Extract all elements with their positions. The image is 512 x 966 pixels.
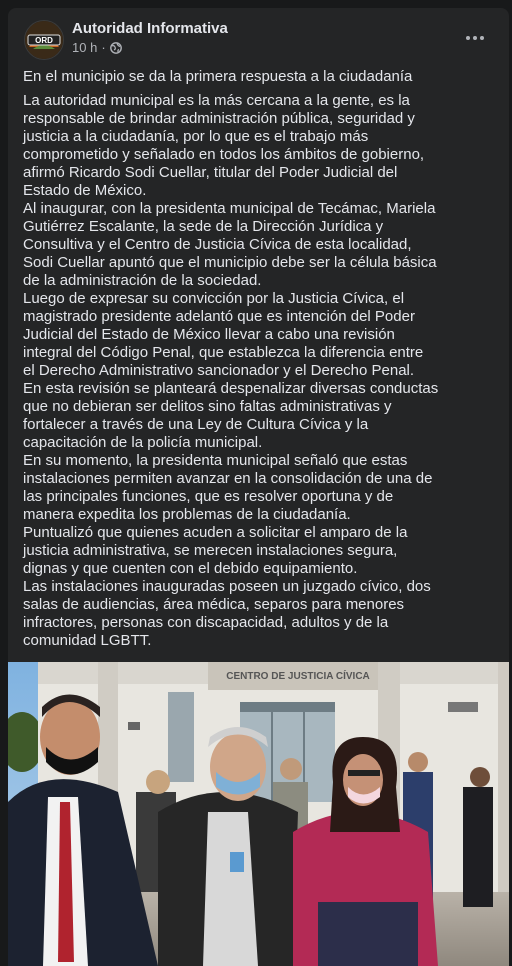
- post-body: [23, 68, 497, 650]
- post-text-line: Las instalaciones inauguradas poseen un juzgado cívico, dos: [23, 578, 431, 595]
- post-text-line: Sodi Cuellar apuntó que el municipio debe ser la célula básica: [23, 254, 437, 271]
- post-text-line: Estado de México.: [23, 182, 147, 199]
- post-text-line: justicia administrativa, se merecen instalaciones segura,: [23, 542, 398, 559]
- post-text-line: infractores, personas con discapacidad, adultos y de la: [23, 614, 389, 631]
- post-text-line: En esta revisión se planteará despenalizar diversas conductas: [23, 380, 439, 397]
- page-avatar[interactable]: [24, 20, 64, 60]
- post-paragraphs: [23, 92, 497, 650]
- post-text-line: comprometido y señalado en todos los ámbitos de gobierno,: [23, 146, 425, 163]
- post-text-line: instalaciones permiten avanzar en la consolidación de una de: [23, 470, 433, 487]
- post-text-line: manera expedita los problemas de la ciudadanía.: [23, 506, 351, 523]
- globe-icon[interactable]: [110, 42, 122, 54]
- more-options-icon[interactable]: [461, 26, 489, 50]
- post-text-line: justicia a la ciudadanía, por lo que es el trabajo más: [23, 128, 369, 145]
- post-timestamp[interactable]: 10 h: [72, 40, 98, 55]
- post-text-line: de la administración de la sociedad.: [23, 272, 262, 289]
- post-text-line: salas de audiencias, área médica, separos para menores: [23, 596, 405, 613]
- post-text-line: afirmó Ricardo Sodi Cuellar, titular del Poder Judicial del: [23, 164, 398, 181]
- post-photo[interactable]: [8, 662, 509, 966]
- post-text-line: magistrado presidente adelantó que es intención del Poder: [23, 308, 415, 325]
- post-text-line: Puntualizó que quienes acuden a solicitar el amparo de la: [23, 524, 408, 541]
- post-text-line: La autoridad municipal es la más cercana a la gente, es la: [23, 92, 410, 109]
- post-text-line: Luego de expresar su convicción por la Justicia Cívica, el: [23, 290, 405, 307]
- post-header: [8, 8, 509, 68]
- post-text-line: las principales funciones, que es resolver oportuna y de: [23, 488, 394, 505]
- page-name-link[interactable]: Autoridad Informativa: [72, 20, 228, 37]
- avatar-logo-text: ORD: [35, 36, 53, 45]
- post-text-line: que no debieran ser delitos sino faltas administrativas y: [23, 398, 392, 415]
- post-text-line: dignas y que cuenten con el debido equipamiento.: [23, 560, 358, 577]
- post-text-line: el Derecho Administrativo sancionador y el Derecho Penal.: [23, 362, 415, 379]
- post-text-line: capacitación de la policía municipal.: [23, 434, 263, 451]
- post-text-line: responsable de brindar administración pública, seguridad y: [23, 110, 415, 127]
- post-text-line: fortalecer a través de una Ley de Cultura Cívica y la: [23, 416, 369, 433]
- meta-separator: ·: [101, 40, 106, 55]
- post-text-line: Consultiva y el Centro de Justicia Cívica de esta localidad,: [23, 236, 412, 253]
- post-text-line: Judicial del Estado de México llevar a cabo una revisión: [23, 326, 395, 343]
- post-text-line: integral del Código Penal, que establezca la diferencia entre: [23, 344, 424, 361]
- post-text-line: Gutiérrez Escalante, la sede de la Dirección Jurídica y: [23, 218, 384, 235]
- post-meta: [72, 40, 122, 55]
- post-text-line: En su momento, la presidenta municipal señaló que estas: [23, 452, 408, 469]
- post-text-line: comunidad LGBTT.: [23, 632, 152, 649]
- building-sign-text: CENTRO DE JUSTICIA CÍVICA: [226, 671, 370, 682]
- post-text-line: Al inaugurar, con la presidenta municipal de Tecámac, Mariela: [23, 200, 436, 217]
- post-headline: En el municipio se da la primera respuesta a la ciudadanía: [23, 68, 413, 85]
- post-card: [8, 8, 509, 966]
